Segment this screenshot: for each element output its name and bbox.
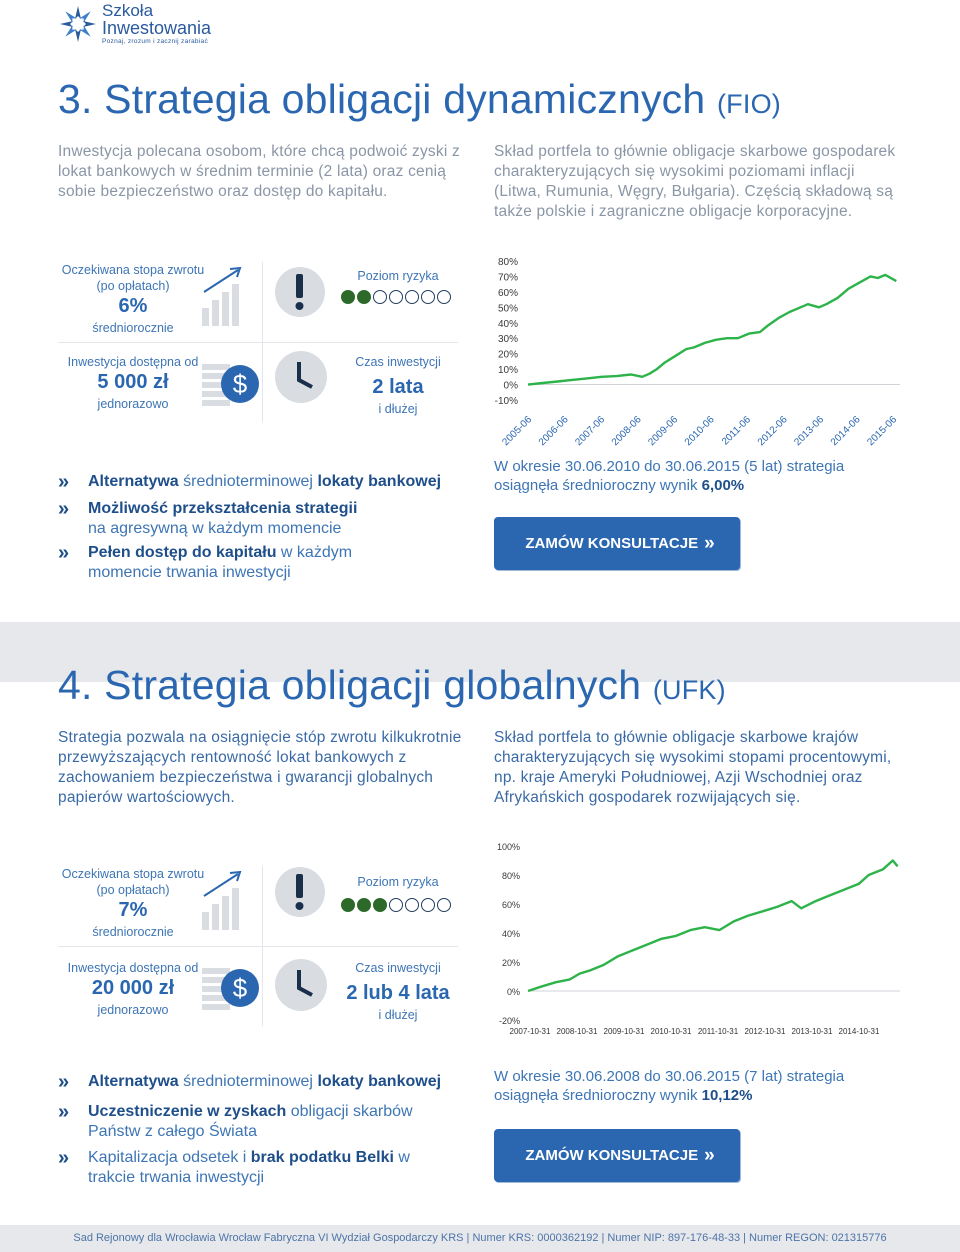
risk-dot xyxy=(373,898,387,912)
x-tick-label: 2015-06 xyxy=(865,414,900,449)
s4-cta-label: ZAMÓW KONSULTACJE xyxy=(525,1147,699,1164)
s3-f2-bold1: Możliwość przekształcenia strategii xyxy=(88,500,358,517)
s4-return-suffix: średniorocznie xyxy=(92,925,174,939)
warning-icon xyxy=(274,866,326,918)
double-chevron-icon: » xyxy=(58,1071,63,1093)
s4-f3-text: Kapitalizacja odsetek i xyxy=(88,1149,251,1166)
x-tick-label: 2005-06 xyxy=(500,414,535,449)
s4-time-label: Czas inwestycji xyxy=(355,961,441,975)
section-3-portfolio: Skład portfela to głównie obligacje skarbowe gospodarek charakteryzujących się wysokimi poziomami inflacji (Litwa, Rumunia, Węgry, Bułgaria). Częścią składową są także polskie i zagraniczne obligacje korporacyjne. xyxy=(494,143,896,220)
double-chevron-icon: » xyxy=(704,532,709,554)
svg-text:$: $ xyxy=(232,369,248,399)
risk-dot xyxy=(389,898,403,912)
s4-risk-dots xyxy=(341,898,451,912)
x-tick-label: 2011-10-31 xyxy=(697,1027,739,1036)
double-chevron-icon: » xyxy=(58,542,63,564)
clock-icon xyxy=(274,958,328,1012)
s3-time-value: 2 lata xyxy=(372,376,424,398)
s3-feature-1 xyxy=(58,472,441,492)
s4-feature-3 xyxy=(58,1148,410,1188)
logo-name-line1: Szkoła xyxy=(102,1,154,20)
s4-time-suffix: i dłużej xyxy=(378,1008,418,1022)
x-tick-label: 2012-10-31 xyxy=(744,1027,786,1036)
x-tick-label: 2009-10-31 xyxy=(603,1027,645,1036)
risk-dot xyxy=(437,898,451,912)
s4-f1-bold1: Alternatywa xyxy=(88,1073,179,1090)
dollar-coins-icon xyxy=(200,358,262,410)
x-tick-label: 2007-06 xyxy=(573,414,608,449)
risk-dot xyxy=(341,290,355,304)
s3-feature-2 xyxy=(58,499,357,539)
s3-f1-bold2: lokaty bankowej xyxy=(317,473,442,490)
y-tick-label: 20% xyxy=(497,349,518,361)
s3-min-label: Inwestycja dostępna od xyxy=(67,355,199,369)
s3-min-value: 5 000 zł xyxy=(97,371,169,393)
s3-f1-text: średnioterminowej xyxy=(178,473,318,490)
s3-separator-h xyxy=(58,342,458,343)
s4-min-block xyxy=(58,960,208,1018)
y-tick-label: 40% xyxy=(497,318,518,330)
dollar-coins-icon xyxy=(200,962,262,1014)
section-3-title-tag: (FIO) xyxy=(716,89,781,119)
y-tick-label: -20% xyxy=(498,1016,520,1026)
risk-dot xyxy=(405,290,419,304)
risk-dot xyxy=(421,898,435,912)
s3-return-suffix: średniorocznie xyxy=(92,321,174,335)
s3-result-text: W okresie 30.06.2010 do 30.06.2015 (5 lat) strategia osiągnęła średnioroczny wynik xyxy=(494,458,845,494)
risk-dot xyxy=(437,290,451,304)
s3-cta-label: ZAMÓW KONSULTACJE xyxy=(525,535,699,552)
s4-min-value: 20 000 zł xyxy=(91,977,175,999)
s4-performance-chart xyxy=(480,836,910,1046)
y-tick-label: 0% xyxy=(503,380,518,392)
s3-time-label: Czas inwestycji xyxy=(355,355,441,369)
s4-return-label: Oczekiwana stopa zwrotu (po opłatach) xyxy=(61,867,205,897)
s3-risk-label: Poziom ryzyka xyxy=(357,269,439,283)
x-tick-label: 2009-06 xyxy=(646,414,681,449)
s3-feature-3 xyxy=(58,543,352,583)
s3-min-block xyxy=(58,354,208,412)
s4-risk-label: Poziom ryzyka xyxy=(357,875,439,889)
risk-dot xyxy=(357,290,371,304)
s4-f1-text: średnioterminowej xyxy=(178,1073,318,1090)
y-tick-label: 70% xyxy=(497,272,518,284)
x-tick-label: 2010-06 xyxy=(682,414,717,449)
logo-name-line2: Inwestowania xyxy=(102,18,212,38)
y-tick-label: 40% xyxy=(501,929,520,939)
growth-bars-icon xyxy=(200,264,248,328)
y-tick-label: 0% xyxy=(506,987,520,997)
section-4-intro: Strategia pozwala na osiągnięcie stóp zwrotu kilkukrotnie przewyższających rentowność lokat bankowych z zachowaniem bezpieczeństwa i gwarancji globalnych papierów wartościowych. xyxy=(58,729,462,806)
y-tick-label: 60% xyxy=(501,900,520,910)
s4-f3-text3: trakcie trwania inwestycji xyxy=(88,1169,265,1186)
s3-time-block xyxy=(336,354,460,417)
risk-dot xyxy=(405,898,419,912)
section-4-portfolio: Skład portfela to głównie obligacje skarbowe krajów charakteryzujących się wysokimi stopami procentowymi, np. kraje Ameryki Południowej, Azji Wschodniej oraz Afrykańskich gospodarek rozwijających się. xyxy=(494,729,892,806)
x-tick-label: 2014-06 xyxy=(828,414,863,449)
s3-return-value: 6% xyxy=(118,295,148,317)
section-4-title-tag: (UFK) xyxy=(652,675,726,705)
logo-tagline: Poznaj, zrozum i zacznij zarabiać xyxy=(102,38,208,45)
s4-min-suffix: jednorazowo xyxy=(97,1003,169,1017)
double-chevron-icon: » xyxy=(58,1147,63,1169)
warning-icon xyxy=(274,266,326,318)
s4-feature-1 xyxy=(58,1072,441,1092)
y-tick-label: 50% xyxy=(497,303,518,315)
s4-time-value: 2 lub 4 lata xyxy=(346,982,450,1004)
risk-dot xyxy=(357,898,371,912)
s4-return-value: 7% xyxy=(118,899,148,921)
logo[interactable] xyxy=(58,2,211,46)
y-tick-label: 80% xyxy=(497,257,518,268)
s3-f2-text: na agresywną w każdym momencie xyxy=(88,520,342,537)
x-tick-label: 2014-10-31 xyxy=(838,1027,880,1036)
section-3-title-text: 3. Strategia obligacji dynamicznych xyxy=(58,76,706,122)
footer-company-info: Sad Rejonowy dla Wrocławia Wrocław Fabryczna VI Wydział Gospodarczy KRS | Numer KRS: 0000362192 | Numer NIP: 897-176-48-33 | Numer REGON: 021315776 xyxy=(0,1225,960,1252)
y-tick-label: -10% xyxy=(494,396,518,407)
s4-f2-text2: Państw z całego Świata xyxy=(88,1123,257,1140)
x-tick-label: 2012-06 xyxy=(755,414,790,449)
y-tick-label: 60% xyxy=(497,287,518,299)
s4-separator-h xyxy=(58,946,458,947)
s4-return-block xyxy=(58,866,208,940)
s3-time-suffix: i dłużej xyxy=(378,402,418,416)
section-3-title xyxy=(58,76,781,123)
y-tick-label: 30% xyxy=(497,334,518,346)
section-3-intro: Inwestycja polecana osobom, które chcą podwoić zyski z lokat bankowych w średnim terminie (2 lata) oraz cenią sobie bezpieczeństwo oraz dostęp do kapitału. xyxy=(58,143,460,200)
s3-f3-bold1: Pełen dostęp do kapitału xyxy=(88,544,277,561)
s4-feature-2 xyxy=(58,1102,413,1142)
x-tick-label: 2006-06 xyxy=(536,414,571,449)
x-tick-label: 2008-10-31 xyxy=(556,1027,598,1036)
s3-f1-bold1: Alternatywa xyxy=(88,473,179,490)
y-tick-label: 100% xyxy=(496,842,520,852)
double-chevron-icon: » xyxy=(58,471,63,493)
section-4-title-text: 4. Strategia obligacji globalnych xyxy=(58,662,642,708)
s3-risk-dots xyxy=(341,290,451,304)
risk-dot xyxy=(421,290,435,304)
s4-result xyxy=(494,1067,874,1105)
s3-performance-chart xyxy=(480,250,910,450)
s4-f2-text: obligacji skarbów xyxy=(286,1103,413,1120)
clock-icon xyxy=(274,350,328,404)
s4-f2-bold1: Uczestniczenie w zyskach xyxy=(88,1103,287,1120)
s4-min-label: Inwestycja dostępna od xyxy=(67,961,199,975)
x-tick-label: 2010-10-31 xyxy=(650,1027,692,1036)
s4-result-value: 10,12% xyxy=(701,1087,753,1104)
s4-f3-bold1: brak podatku Belki xyxy=(250,1149,394,1166)
section-4-title xyxy=(58,662,726,709)
double-chevron-icon: » xyxy=(58,498,63,520)
double-chevron-icon: » xyxy=(704,1144,709,1166)
y-tick-label: 10% xyxy=(497,365,518,377)
y-tick-label: 20% xyxy=(501,958,520,968)
s3-return-block xyxy=(58,262,208,336)
x-tick-label: 2011-06 xyxy=(719,414,754,448)
x-tick-label: 2013-10-31 xyxy=(791,1027,833,1036)
s3-f3-text2: momencie trwania inwestycji xyxy=(88,564,291,581)
s4-order-consultation-button[interactable] xyxy=(494,1129,740,1182)
s4-time-block xyxy=(330,960,466,1023)
x-tick-label: 2008-06 xyxy=(609,414,644,449)
logo-star-icon xyxy=(58,4,98,44)
x-tick-label: 2007-10-31 xyxy=(509,1027,551,1036)
s3-result-value: 6,00% xyxy=(701,477,745,494)
series-line xyxy=(528,861,898,992)
s3-risk-block xyxy=(336,268,460,284)
s4-f3-text2: w xyxy=(393,1149,410,1166)
s3-min-suffix: jednorazowo xyxy=(97,397,169,411)
risk-dot xyxy=(389,290,403,304)
double-chevron-icon: » xyxy=(58,1101,63,1123)
risk-dot xyxy=(341,898,355,912)
s4-risk-block xyxy=(336,874,460,890)
s4-result-text: W okresie 30.06.2008 do 30.06.2015 (7 lat) strategia osiągnęła średnioroczny wynik xyxy=(494,1068,845,1104)
s3-order-consultation-button[interactable] xyxy=(494,517,740,570)
s4-f1-bold2: lokaty bankowej xyxy=(317,1073,442,1090)
s3-return-label: Oczekiwana stopa zwrotu (po opłatach) xyxy=(61,263,205,293)
series-line xyxy=(528,275,896,385)
s3-f3-text: w każdym xyxy=(276,544,353,561)
s3-result xyxy=(494,457,874,495)
risk-dot xyxy=(373,290,387,304)
svg-text:$: $ xyxy=(232,973,248,1003)
growth-bars-icon xyxy=(200,868,248,932)
x-tick-label: 2013-06 xyxy=(792,414,827,449)
y-tick-label: 80% xyxy=(501,871,520,881)
